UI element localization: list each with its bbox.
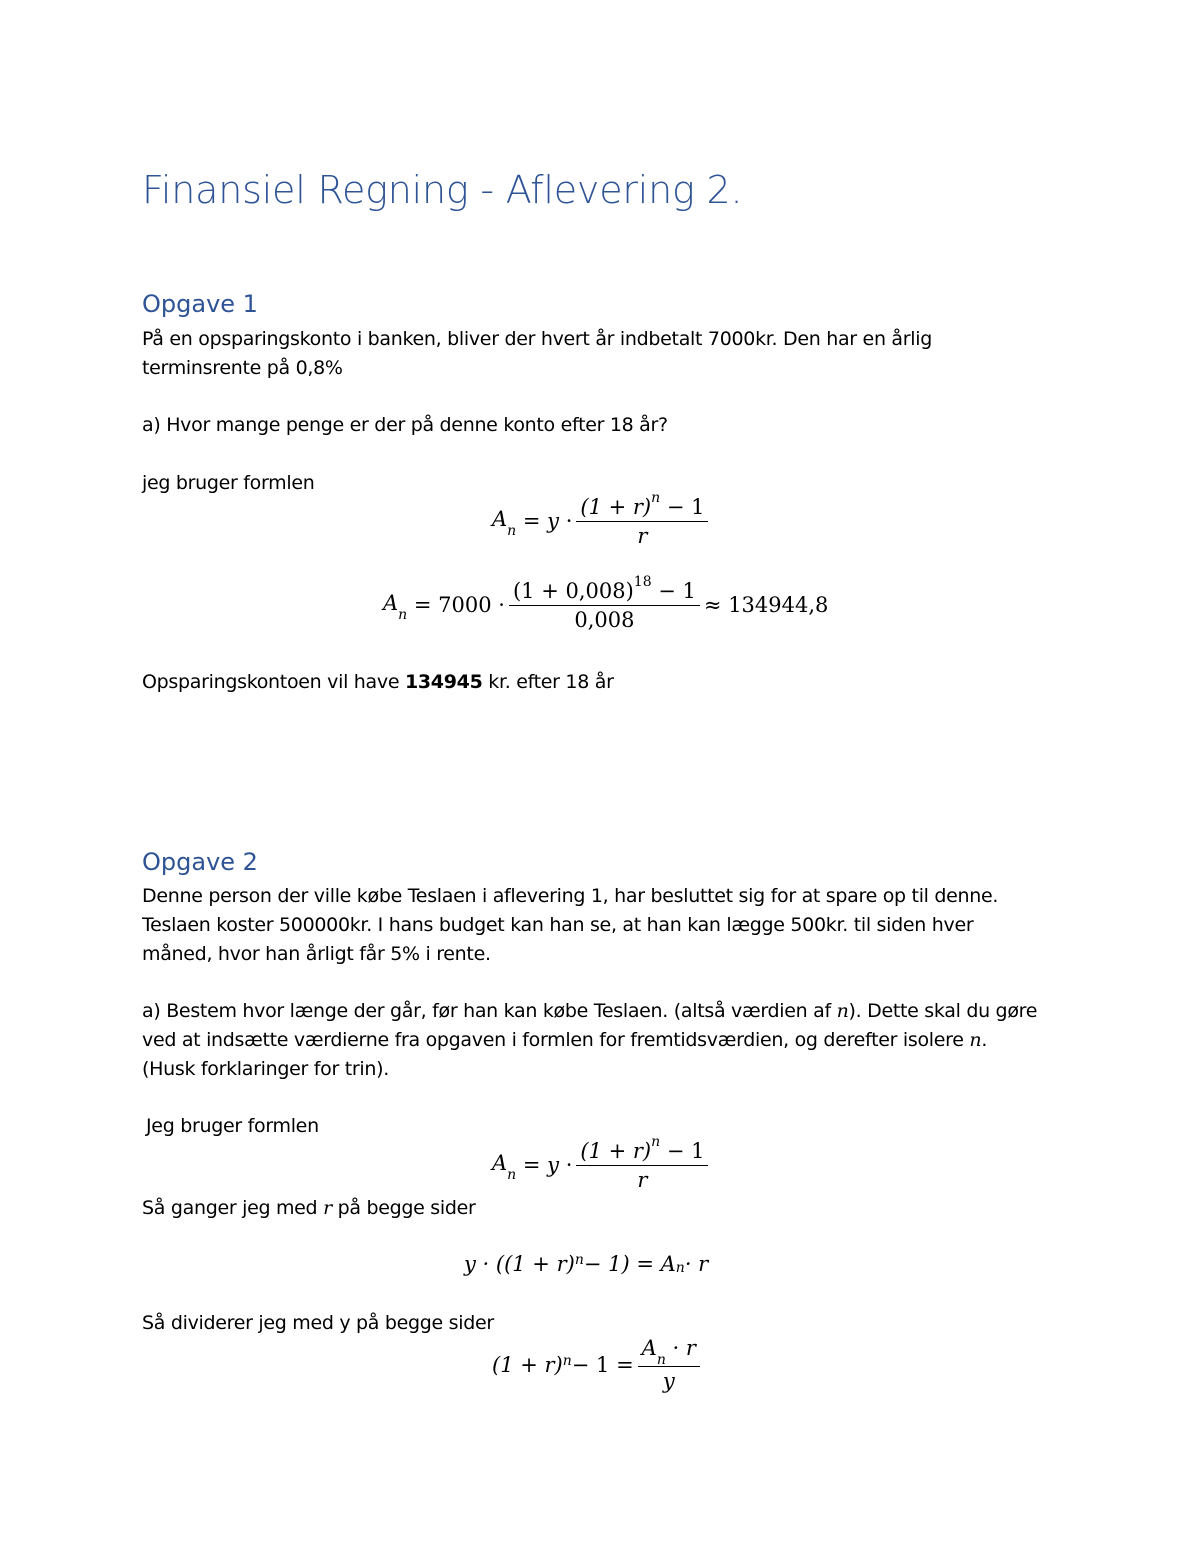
opgave1-intro-line2: terminsrente på 0,8% <box>142 357 343 379</box>
step2-text: Så dividerer jeg med y på begge sider <box>142 1312 494 1334</box>
result-value: 134945 <box>404 671 483 693</box>
opgave2-question-a-line1: a) Bestem hvor længe der går, før han kan købe Teslaen. (altså værdien af n). Dette skal du gøre <box>142 1000 1038 1022</box>
opgave1-formula-intro: jeg bruger formlen <box>142 472 315 494</box>
formula-fraction-2: $\frac{(1 + r)^n - 1}{r}$ <box>576 1138 708 1192</box>
opgave2-intro-line1: Denne person der ville købe Teslaen i aflevering 1, har besluttet sig for at spare op til denne. <box>142 885 999 907</box>
formula-y: y <box>547 509 560 533</box>
calculation-result: ≈ 134944,8 <box>703 593 829 617</box>
step1-text: Så ganger jeg med r på begge sider <box>142 1197 476 1219</box>
document-title: Finansiel Regning - Aflevering 2. <box>142 168 743 212</box>
opgave2-formula-intro: Jeg bruger formlen <box>146 1115 319 1137</box>
formula-fraction: $\frac{(1 + r)^n - 1}{r}$ <box>576 494 708 548</box>
opgave1-intro-line1: På en opsparingskonto i banken, bliver der hvert år indbetalt 7000kr. Den har en årlig <box>142 328 932 350</box>
future-value-formula-1: $A_n$ = y · $\frac{(1 + r)^n - 1}{r}$ <box>492 494 712 548</box>
future-value-formula-2: $A_n$ = y · $\frac{(1 + r)^n - 1}{r}$ <box>492 1138 712 1192</box>
step1-equation: y · ((1 + r) $^n$ − 1) = A $_n$ · r <box>464 1252 709 1276</box>
calculation-fraction: $\frac{(1 + 0,008)^{18} - 1}{0,008}$ <box>509 578 700 632</box>
formula-lhs: $A_n$ <box>492 506 517 540</box>
calculation-formula: $A_n$ = 7000 · $\frac{(1 + 0,008)^{18} - 1}{0,008}$ ≈ 134944,8 <box>383 574 829 632</box>
opgave1-question-a: a) Hvor mange penge er der på denne konto efter 18 år? <box>142 414 668 436</box>
opgave2-question-a-line2: ved at indsætte værdierne fra opgaven i formlen for fremtidsværdien, og derefter isolere n. <box>142 1029 988 1051</box>
opgave1-result: Opsparingskontoen vil have 134945 kr. efter 18 år <box>142 671 614 693</box>
opgave2-question-a-line3: (Husk forklaringer for trin). <box>142 1058 389 1080</box>
opgave2-heading: Opgave 2 <box>142 848 258 876</box>
opgave1-heading: Opgave 1 <box>142 290 258 318</box>
opgave2-intro-line3: måned, hvor han årligt får 5% i rente. <box>142 943 491 965</box>
opgave2-intro-line2: Teslaen koster 500000kr. I hans budget kan han se, at han kan lægge 500kr. til siden hver <box>142 914 974 936</box>
step2-fraction: $\frac{A_n \cdot r}{y}$ <box>638 1336 700 1393</box>
step2-equation: (1 + r) $^n$ − 1 = $\frac{A_n \cdot r}{y}$ <box>492 1336 704 1393</box>
